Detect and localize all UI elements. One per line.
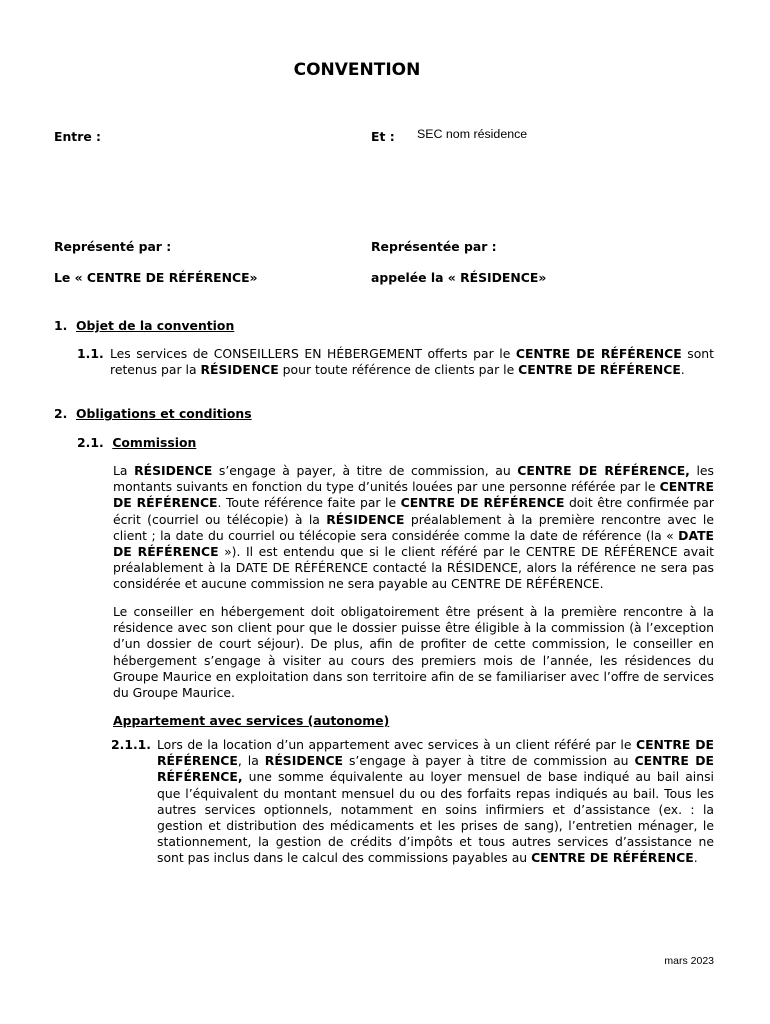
appartement-subheading: Appartement avec services (autonome) xyxy=(113,713,390,728)
subsection-2-1-heading xyxy=(77,435,196,450)
item-2-1-1-number: 2.1.1. xyxy=(111,737,151,752)
section-1-title: Objet de la convention xyxy=(75,318,235,333)
footer-date: mars 2023 xyxy=(664,955,714,967)
represente-left-label: Représenté par : xyxy=(54,239,172,254)
item-2-1-1-text: Lors de la location d’un appartement avec services à un client référé par le CENTRE DE RÉFÉRENCE, la RÉSIDENCE s’engage à payer à titre de commission au CENTRE DE RÉFÉRENCE, une somme équivalente au loyer mensuel de base indiqué au bail ainsi que l’équivalent du montant mensuel du ou des forfaits repas indiqués au bail. Tous les autres services optionnels, notamment en soins infirmiers et d’assistance (ex. : la gestion et distribution des médicaments et les prises de sang), l’entretien ménager, le stationnement, la gestion de crédits d’impôts et tous autres services d’assistance ne sont pas inclus dans le calcul des commissions payables au CENTRE DE RÉFÉRENCE. xyxy=(157,737,714,866)
section-2-title: Obligations et conditions xyxy=(75,406,252,421)
item-1-1-number: 1.1. xyxy=(77,346,104,361)
et-label: Et : xyxy=(371,129,395,144)
residence-appelation: appelée la « RÉSIDENCE» xyxy=(371,270,547,285)
section-2-heading xyxy=(54,406,252,421)
section-2-number: 2. xyxy=(54,406,68,421)
subsection-2-1-number: 2.1. xyxy=(77,435,104,450)
item-1-1-text: Les services de CONSEILLERS EN HÉBERGEMENT offerts par le CENTRE DE RÉFÉRENCE sont retenus par la RÉSIDENCE pour toute référence de clients par le CENTRE DE RÉFÉRENCE. xyxy=(110,346,714,378)
represente-right-label: Représentée par : xyxy=(371,239,497,254)
section-1-number: 1. xyxy=(54,318,68,333)
section-1-heading xyxy=(54,318,234,333)
document-title: CONVENTION xyxy=(293,60,421,80)
subsection-2-1-title: Commission xyxy=(112,435,197,450)
residence-name-field[interactable]: SEC nom résidence xyxy=(417,127,528,141)
entre-label: Entre : xyxy=(54,129,101,144)
commission-paragraph-1: La RÉSIDENCE s’engage à payer, à titre de commission, au CENTRE DE RÉFÉRENCE, les montants suivants en fonction du type d’unités louées par une personne référée par le CENTRE DE RÉFÉRENCE. Toute référence faite par le CENTRE DE RÉFÉRENCE doit être confirmée par écrit (courriel ou télécopie) à la RÉSIDENCE préalablement à la première rencontre avec le client ; la date du courriel ou télécopie sera considérée comme la date de référence (la « DATE DE RÉFÉRENCE »). Il est entendu que si le client référé par le CENTRE DE RÉFÉRENCE avait préalablement à la DATE DE RÉFÉRENCE contacté la RÉSIDENCE, alors la référence ne sera pas considérée et aucune commission ne sera payable au CENTRE DE RÉFÉRENCE. xyxy=(113,463,714,592)
commission-paragraph-2: Le conseiller en hébergement doit obligatoirement être présent à la première rencontre à la résidence avec son client pour que le dossier puisse être éligible à la commission (à l’exception d’un dossier de court séjour). De plus, afin de profiter de cette commission, le conseiller en hébergement s’engage à visiter au cours des premiers mois de l’année, les résidences du Groupe Maurice en exploitation dans son territoire afin de se familiariser avec l’offre de services du Groupe Maurice. xyxy=(113,604,714,701)
centre-appelation: Le « CENTRE DE RÉFÉRENCE» xyxy=(54,270,258,285)
